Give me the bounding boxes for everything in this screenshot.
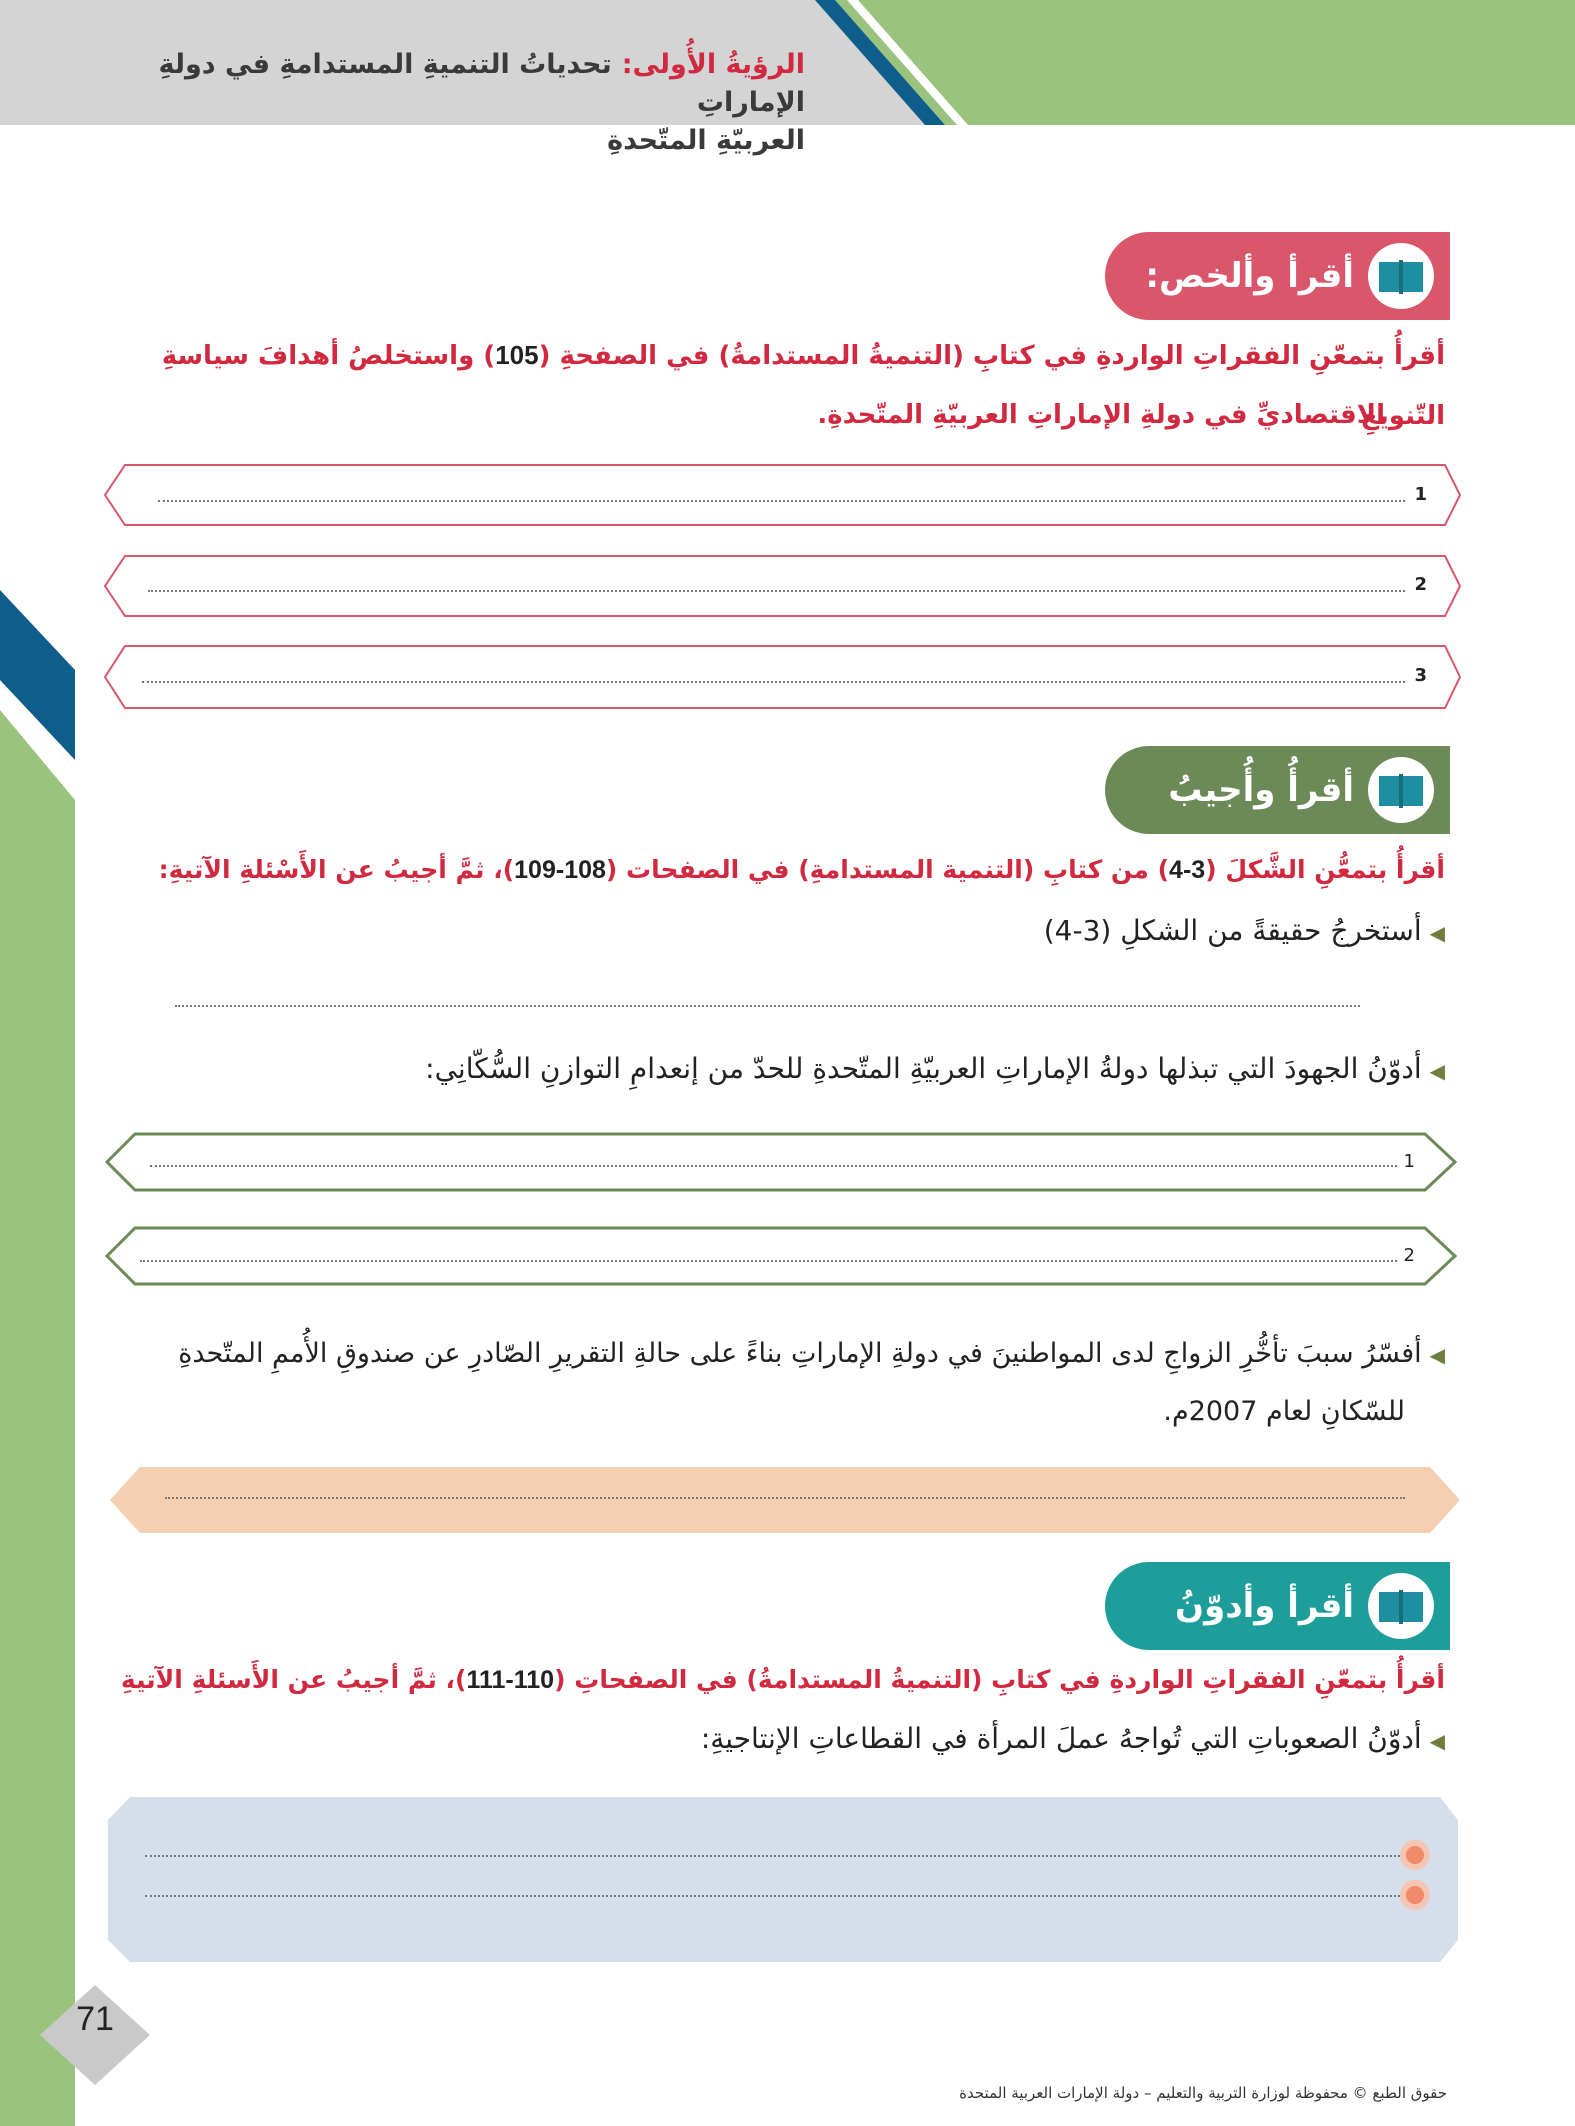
chapter-header (105, 46, 805, 160)
s2-instr-b: ) من كتابِ (التنمية المستدامةِ) في الصفحات ( (605, 855, 1170, 884)
q3-dotted-line (165, 1497, 1405, 1499)
q3-answer-box[interactable] (110, 1467, 1460, 1533)
section1-title: أقرأ وألخص: (1145, 256, 1354, 296)
copyright-footer: حقوق الطبع © محفوظة لوزارة التربية والتعليم – دولة الإمارات العربية المتحدة (959, 2084, 1447, 2102)
s3-instr-b: )، ثمَّ أجيبُ عن الأَسئلةِ الآتيةِ (120, 1665, 467, 1694)
bullet-triangle-icon: ◀ (1429, 921, 1445, 945)
answer-box-1[interactable] (105, 465, 1460, 525)
book-icon (1368, 1573, 1434, 1639)
page-number: 71 (76, 2000, 114, 2038)
q2-answer-box-1[interactable] (107, 1134, 1455, 1190)
section3-title: أقرأ وأدوّنُ (1175, 1586, 1354, 1626)
answer-1-number: 1 (1414, 484, 1427, 505)
bullet-dot-2 (1403, 1883, 1427, 1907)
section2-banner (1105, 746, 1450, 834)
s2-instr-pages: 108-109 (514, 856, 606, 884)
s2-instr-a: أقرأُ بتمعُّنِ الشَّكلَ ( (1205, 855, 1445, 884)
book-icon (1368, 243, 1434, 309)
section3-banner (1105, 1562, 1450, 1650)
s2-q3-line2: للسّكانِ لعام 2007م. (1163, 1396, 1405, 1427)
answer-3-number: 3 (1414, 665, 1427, 686)
section1-banner (1105, 232, 1450, 320)
answer-3-dotted-line (142, 681, 1405, 683)
s3-answer-box[interactable] (108, 1797, 1458, 1962)
s2-question-1 (105, 902, 1445, 962)
s3-q1-text: أدوّنُ الصعوباتِ التي تُواجهُ عملَ المرأة في القطاعاتِ الإنتاجيةِ: (700, 1722, 1422, 1755)
s2-q2-text: أدوّنُ الجهودَ التي تبذلها دولةُ الإماراتِ العربيّةِ المتّحدةِ للحدّ من إنعدامِ التوازنِ السُّكّانِي: (425, 1052, 1422, 1085)
header-kicker: الرؤيةُ الأُولى: (621, 49, 805, 80)
s2-q1-dotted-line (175, 1005, 1360, 1007)
s2-question-2 (105, 1040, 1445, 1100)
answer-box-2[interactable] (105, 556, 1460, 616)
s2-q3-line1: أفسّرُ سببَ تأخُّرِ الزواجِ لدى المواطنينَ في دولةِ الإماراتِ بناءً على حالةِ التقريرِ الصّادرِ عن صندوقِ الأُممِ المتّحدةِ (178, 1338, 1422, 1369)
header-line1: تحدياتُ التنميةِ المستدامةِ في دولةِ الإماراتِ (158, 49, 805, 118)
s1-instr-a: أقرأُ بتمعّنِ الفقراتِ الواردةِ في كتابِ (التنميةُ المستدامةُ) في الصفحةِ ( (538, 341, 1445, 371)
section3-instruction (105, 1650, 1445, 1710)
bullet-triangle-icon: ◀ (1429, 1059, 1445, 1083)
q2-answer-box-2[interactable] (107, 1228, 1455, 1284)
section1-instruction-line2: الاقتصاديِّ في دولةِ الإماراتِ العربيّةِ المتّحدةِ. (817, 400, 1385, 430)
header-line2: العربيّةِ المتّحدةِ (607, 125, 805, 156)
q2-answer-2-number: 2 (1403, 1245, 1415, 1266)
bullet-triangle-icon: ◀ (1429, 1343, 1445, 1367)
answer-2-number: 2 (1414, 574, 1427, 595)
s3-dotted-line-1 (145, 1855, 1400, 1857)
q2-answer-1-dotted-line (150, 1165, 1397, 1167)
answer-1-dotted-line (158, 500, 1405, 502)
s2-q1-text: أستخرجُ حقيقةً من الشكلِ (3-4) (1043, 914, 1422, 947)
section2-title: أقرأُ وأُجيبُ (1168, 770, 1354, 810)
section2-instruction (105, 840, 1445, 900)
s2-question-3 (105, 1325, 1445, 1384)
answer-2-dotted-line (148, 590, 1405, 592)
s2-instr-fig: 3-4 (1169, 856, 1206, 884)
book-icon (1368, 757, 1434, 823)
s2-instr-c: )، ثمَّ أجيبُ عن الأَسْئلةِ الآتيةِ: (158, 855, 515, 884)
q2-answer-2-dotted-line (140, 1260, 1397, 1262)
s3-question-1 (105, 1710, 1445, 1770)
answer-box-3[interactable] (105, 646, 1460, 708)
s3-dotted-line-2 (145, 1895, 1400, 1897)
s1-instr-b: ) واستخلصُ أهدافَ سياسةِ التّنويعِ (161, 341, 1445, 431)
s3-instr-a: أقرأُ بتمعّنِ الفقراتِ الواردةِ في كتابِ (التنميةُ المستدامةُ) في الصفحاتِ ( (554, 1665, 1445, 1694)
left-green-strip (0, 680, 75, 2126)
bullet-triangle-icon: ◀ (1429, 1729, 1445, 1753)
s3-instr-pages: 110-111 (466, 1666, 555, 1694)
q2-answer-1-number: 1 (1403, 1151, 1415, 1172)
bullet-dot-1 (1403, 1843, 1427, 1867)
s1-instr-page: 105 (495, 340, 539, 370)
